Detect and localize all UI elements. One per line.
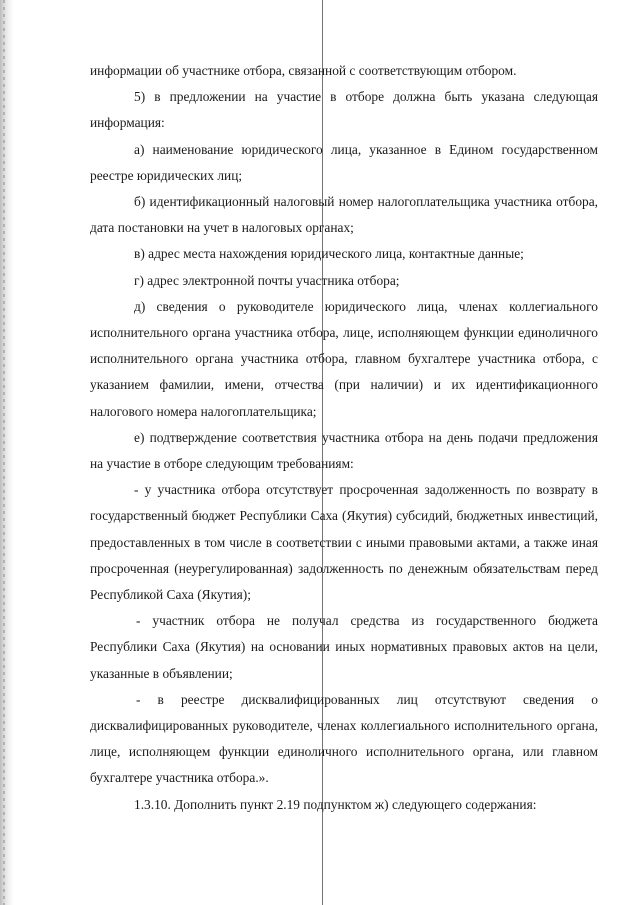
- paragraph-requirement-2: - участник отбора не получал средства из государственного бюджета Республики Саха (Якутия) на основании иных нормативных правовых актов на цели, указанные в объявлении;: [90, 613, 598, 681]
- paragraph-subitem-v: в) адрес места нахождения юридического лица, контактные данные;: [134, 246, 524, 262]
- paragraph-subitem-b: б) идентификационный налоговый номер налогоплательщика участника отбора, дата постановки на учет в налоговых органах;: [90, 194, 598, 236]
- paragraph-continuation: информации об участнике отбора, связанной с соответствующим отбором.: [90, 63, 517, 78]
- paragraph-subitem-g: г) адрес электронной почты участника отбора;: [134, 272, 400, 288]
- paragraph-requirement-3: - в реестре дисквалифицированных лиц отсутствуют сведения о дисквалифицированных руководителе, членах коллегиального исполнительного органа, лице, исполняющем функции единоличного исполнительного органа, или главном бухгалтере участника отбора.».: [90, 691, 598, 786]
- paragraph-item-5: 5) в предложении на участие в отборе должна быть указана следующая информация:: [90, 89, 598, 131]
- scan-edge-shadow: [0, 0, 14, 905]
- paragraph-subitem-d: д) сведения о руководителе юридического лица, членах коллегиального исполнительного органа участника отбора, лице, исполняющем функции единоличного исполнительного органа участника отбора, главном бухгалтере участника отбора, с указанием фамилии, имени, отчества (при наличии) и их идентификационного налогового номера налогоплательщика;: [90, 298, 598, 419]
- paragraph-requirement-1: - у участника отбора отсутствует просроченная задолженность по возврату в государственный бюджет Республики Саха (Якутия) субсидий, бюджетных инвестиций, предоставленных в том числе в соответствии с иными правовыми актами, а также иная просроченная (неурегулированная) задолженность по денежным обязательствам перед Республикой Саха (Якутия);: [90, 482, 598, 603]
- paragraph-subitem-e: е) подтверждение соответствия участника отбора на день подачи предложения на участие в отборе следующим требованиям:: [90, 429, 598, 472]
- document-body: [90, 58, 598, 818]
- paragraph-subitem-a: а) наименование юридического лица, указанное в Едином государственном реестре юридических лиц;: [90, 141, 598, 183]
- paragraph-item-1-3-10: 1.3.10. Дополнить пункт 2.19 подпунктом ж) следующего содержания:: [134, 796, 537, 812]
